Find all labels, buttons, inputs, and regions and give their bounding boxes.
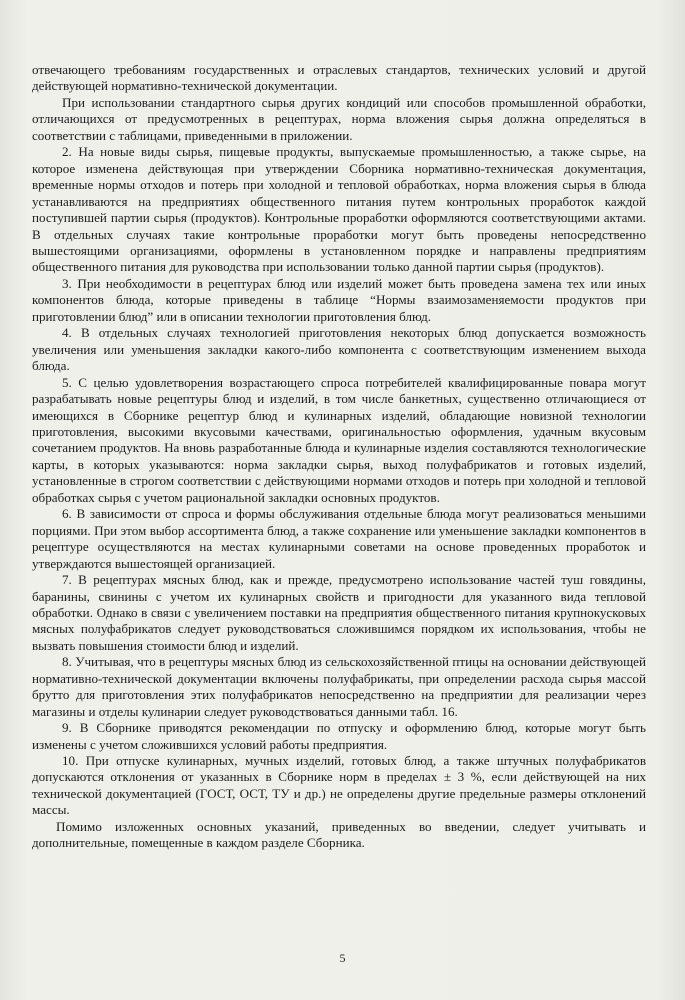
paragraph-item-6: 6. В зависимости от спроса и формы обслуживания отдельные блюда могут реализоваться меньшими порциями. При этом выбор ассортимента блюд, а также сохранение или уменьшение закладки компонентов в рецептуре осуществляются на местах кулинарными советами на основе проведенных проработок и утверждаются вышестоящей организацией.	[32, 506, 646, 571]
paragraph-continuation: отвечающего требованиям государственных и отраслевых стандартов, технических условий и другой действующей нормативно-технической документации.	[32, 62, 646, 94]
paragraph-closing: Помимо изложенных основных указаний, приведенных во введении, следует учитывать и дополнительные, помещенные в каждом разделе Сборника.	[32, 818, 646, 851]
paragraph-item-2: 2. На новые виды сырья, пищевые продукты, выпускаемые промышленностью, а также сырье, на которое изменена действующая при утверждении Сборника нормативно-техническая документация, временные нормы отходов и потерь при холодной и тепловой обработках, норма вложения сырья в блюда устанавливаются на предприятиях общественного питания путем контрольных проработок каждой поступившей партии сырья (продуктов). Контрольные проработки оформляются соответствующими актами. В отдельных случаях такие контрольные проработки могут быть проведены непосредственно вышестоящими организациями, оформлены в установленном порядке и направлены предприятиям общественного питания для руководства при использовании только данной партии сырья (продуктов).	[32, 144, 646, 275]
paragraph-item-7: 7. В рецептурах мясных блюд, как и прежде, предусмотрено использование частей туш говядины, баранины, свинины с учетом их кулинарных свойств и пригодности для указанного вида тепловой обработки. Однако в связи с увеличением поставки на предприятия общественного питания крупнокусковых мясных полуфабрикатов следует руководствоваться сложившимся порядком их использования, чтобы не вызвать повышения стоимости блюд и изделий.	[32, 572, 646, 653]
document-body	[32, 62, 646, 852]
paragraph-item-9: 9. В Сборнике приводятся рекомендации по отпуску и оформлению блюд, которые могут быть изменены с учетом сложившихся условий работы предприятия.	[32, 720, 646, 752]
paragraph-item-10: 10. При отпуске кулинарных, мучных изделий, готовых блюд, а также штучных полуфабрикатов допускаются отклонения от указанных в Сборнике норм в пределах ± 3 %, если действующей на них технической документацией (ГОСТ, ОСТ, ТУ и др.) не определены другие предельные размеры отклонений массы.	[32, 753, 646, 818]
paragraph-item-5: 5. С целью удовлетворения возрастающего спроса потребителей квалифицированные повара могут разрабатывать новые рецептуры блюд и изделий, в том числе банкетных, существенно отличающиеся от имеющихся в Сборнике рецептур блюд и кулинарных изделий, обладающие новизной технологии приготовления, высокими вкусовыми качествами, оригинальностью оформления, удачным вкусовым сочетанием продуктов. На вновь разработанные блюда и кулинарные изделия составляются технологические карты, в которых указываются: норма закладки сырья, выход полуфабрикатов и готовых изделий, установленные в строгом соответствии с действующими нормами отходов и потерь при холодной и тепловой обработках сырья с учетом рациональной закладки основных продуктов.	[32, 374, 646, 505]
paragraph-item-4: 4. В отдельных случаях технологией приготовления некоторых блюд допускается возможность увеличения или уменьшения закладки какого-либо компонента с соответствующим изменением выхода блюда.	[32, 325, 646, 374]
page-number: 5	[339, 951, 346, 965]
paragraph-item-8: 8. Учитывая, что в рецептуры мясных блюд из сельскохозяйственной птицы на основании действующей нормативно-технической документации включены полуфабрикаты, при определении расхода сырья массой брутто для приготовления этих полуфабрикатов непосредственно на предприятии для реализации через магазины и отделы кулинарии следует руководствоваться данными табл. 16.	[32, 654, 646, 719]
paragraph-item-3: 3. При необходимости в рецептурах блюд или изделий может быть проведена замена тех или иных компонентов блюда, которые приведены в таблице “Нормы взаимозаменяемости продуктов при приготовлении блюд” или в описании технологии приготовления блюд.	[32, 275, 646, 324]
paragraph-standard-raw-materials: При использовании стандартного сырья других кондиций или способов промышленной обработки, отличающихся от предусмотренных в рецептурах, норма вложения сырья должна определяться в соответствии с таблицами, приведенными в приложении.	[32, 94, 646, 143]
